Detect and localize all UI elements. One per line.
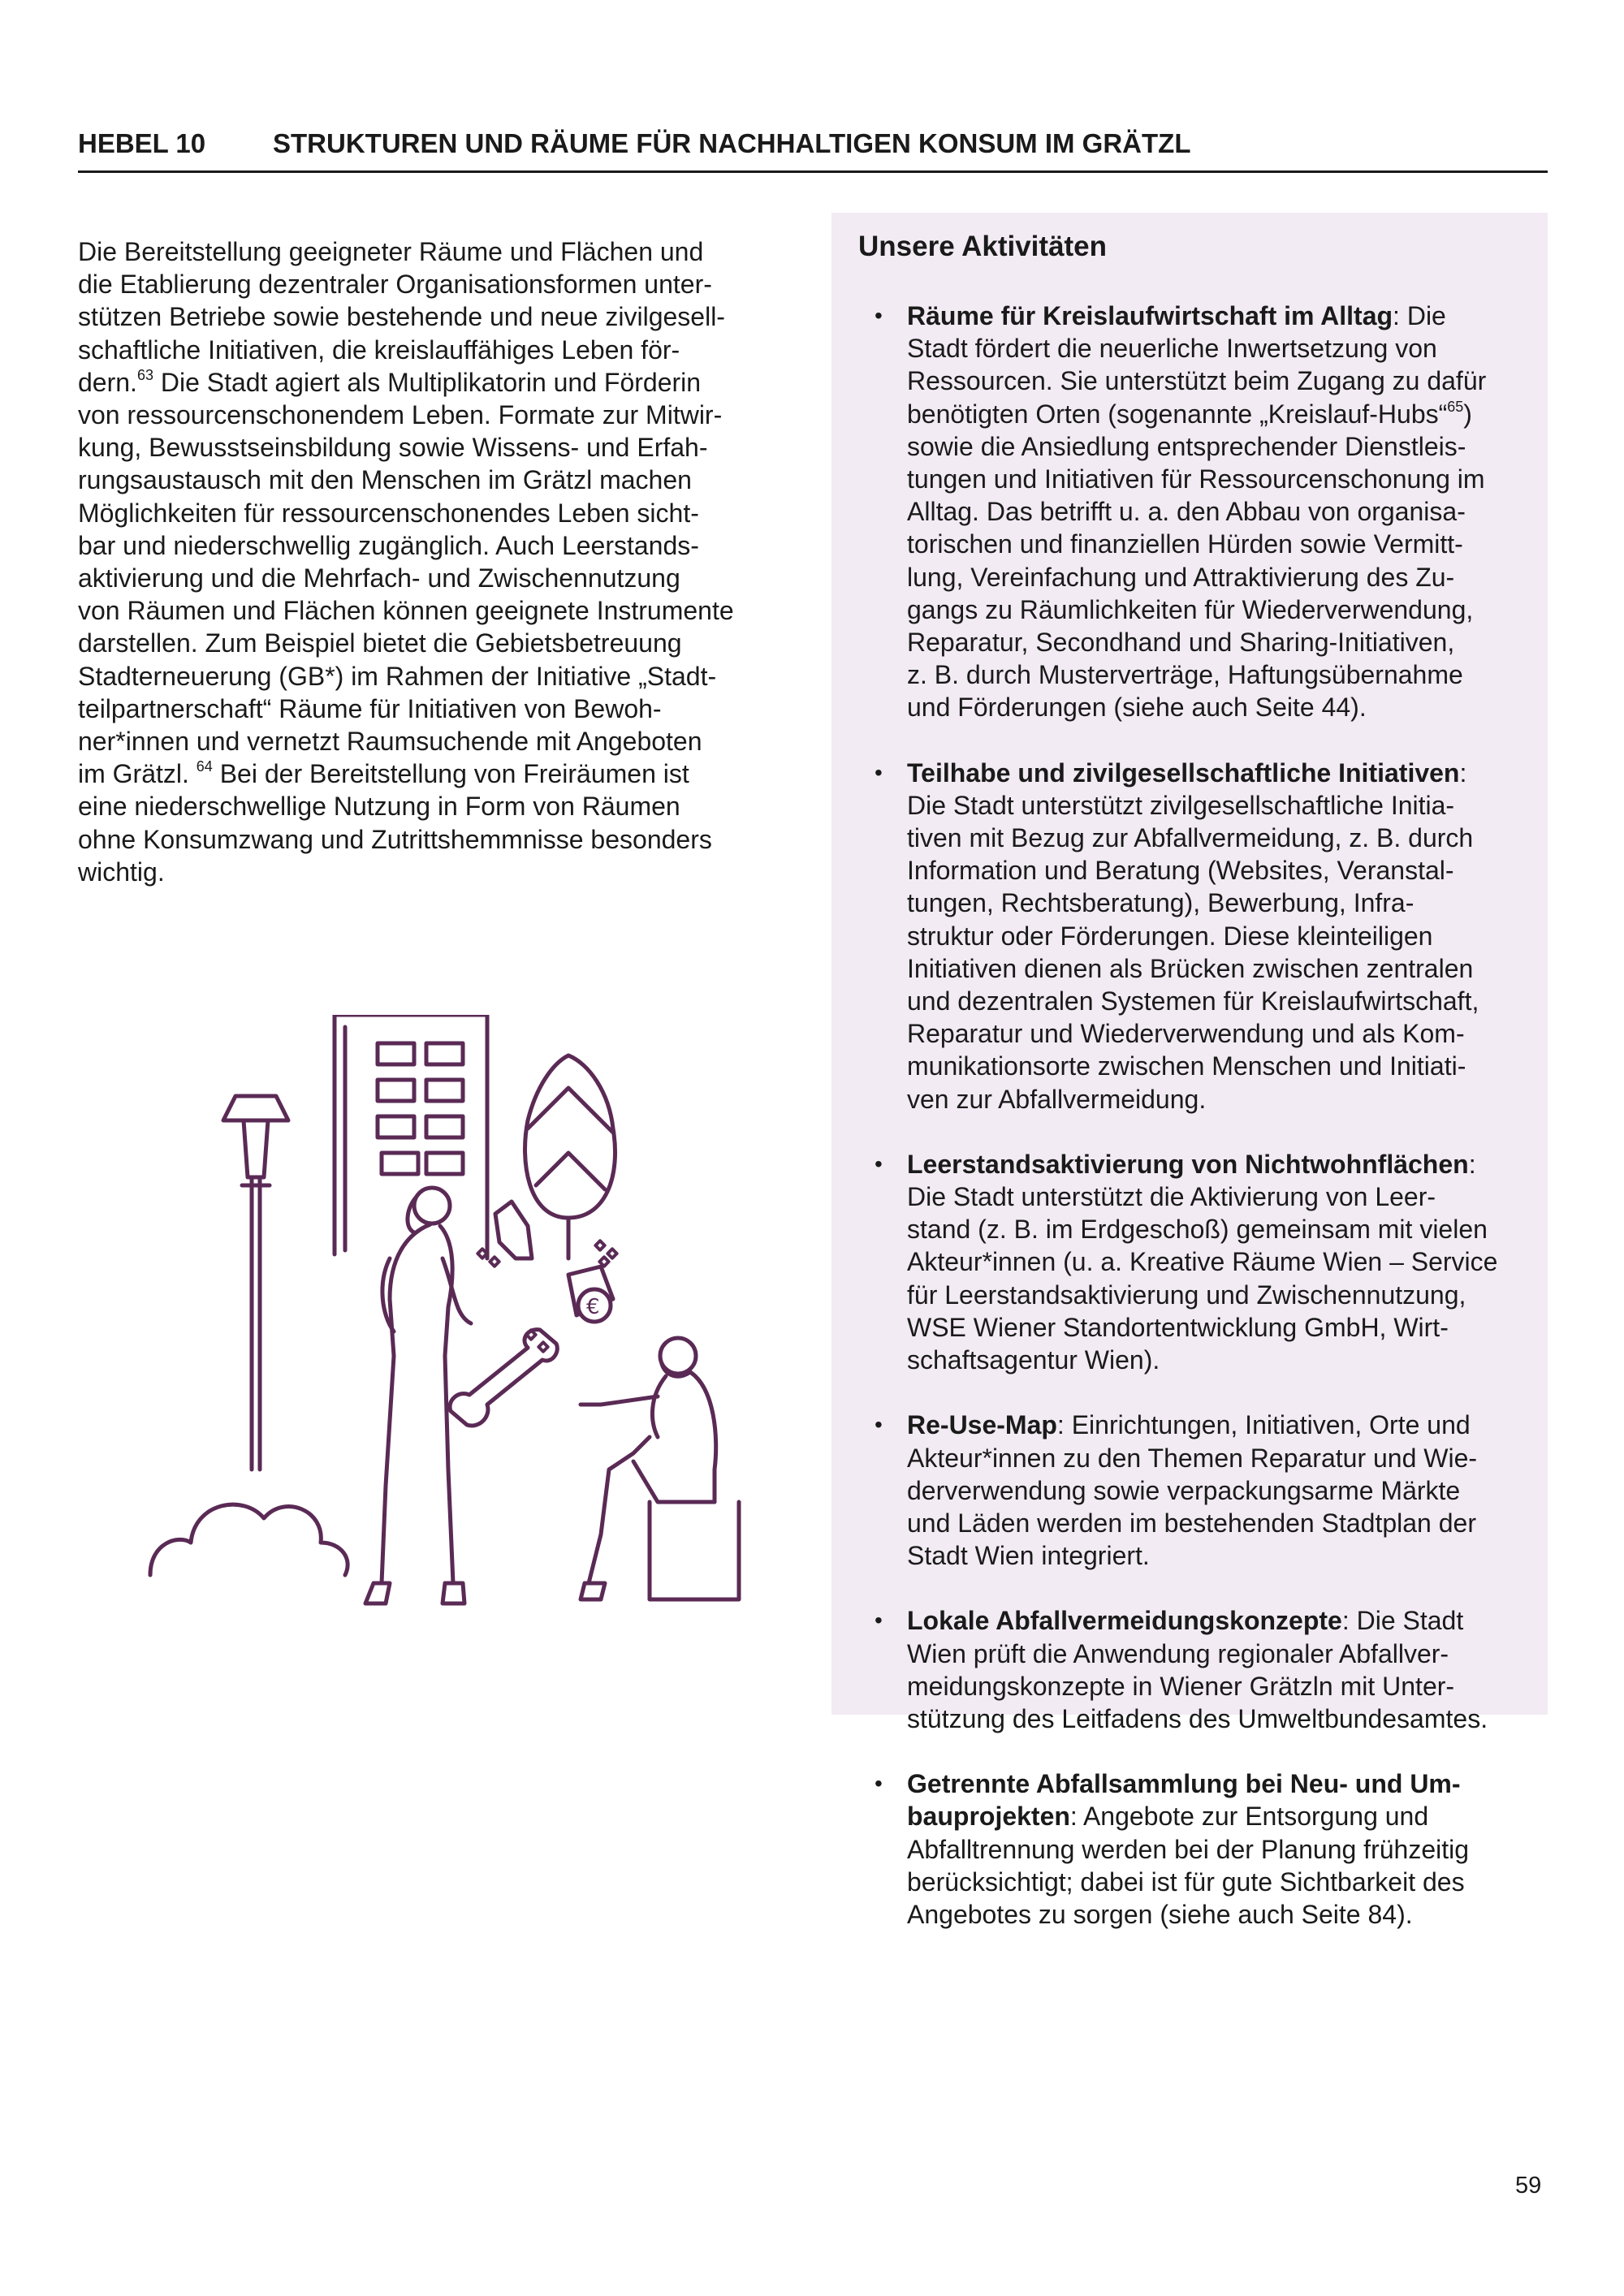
bullet-icon: • bbox=[875, 303, 883, 328]
text-line: Die Stadt unterstützt die Aktivierung von Leer- bbox=[907, 1182, 1436, 1212]
tree-icon bbox=[525, 1055, 615, 1258]
text-line: für Leerstandsaktivierung und Zwischennutzung, bbox=[907, 1280, 1466, 1310]
text-line: schaftsagentur Wien). bbox=[907, 1345, 1160, 1375]
text-line bbox=[907, 1148, 1540, 1180]
section-title: STRUKTUREN UND RÄUME FÜR NACHHALTIGEN KONSUM IM GRÄTZL bbox=[273, 128, 1191, 158]
text-line: meidungskonzepte in Wiener Grätzln mit Unter- bbox=[907, 1671, 1455, 1701]
bullet-icon: • bbox=[875, 1771, 883, 1797]
text-fragment: : bbox=[1468, 1149, 1476, 1179]
list-item bbox=[858, 1604, 1540, 1735]
page-header bbox=[78, 120, 1548, 173]
text-line: derverwendung sowie verpackungsarme Märkte bbox=[907, 1475, 1461, 1505]
item-title: Lokale Abfallvermeidungskonzepte bbox=[907, 1606, 1342, 1636]
activities-heading: Unsere Aktivitäten bbox=[858, 231, 1108, 262]
text-line: Reparatur, Secondhand und Sharing-Initiativen, bbox=[907, 628, 1455, 658]
bush-icon bbox=[150, 1504, 348, 1575]
text-line: und Läden werden im bestehenden Stadtplan der bbox=[907, 1508, 1476, 1538]
text-line: Stadterneuerung (GB*) im Rahmen der Initiative „Stadt- bbox=[78, 661, 717, 691]
item-title: Teilhabe und zivilgesellschaftliche Initiativen bbox=[907, 757, 1460, 788]
text-line: Ressourcen. Sie unterstützt beim Zugang zu dafür bbox=[907, 366, 1487, 396]
text-line: ohne Konsumzwang und Zutrittshemmnisse besonders bbox=[78, 824, 712, 854]
text-line: teilpartnerschaft“ Räume für Initiativen von Bewoh- bbox=[78, 693, 662, 723]
text-line: bar und niederschwellig zugänglich. Auch Leerstands- bbox=[78, 530, 699, 560]
text-fragment: im Grätzl. bbox=[78, 759, 197, 789]
street-lamp-icon bbox=[223, 1096, 288, 1470]
text-line: Reparatur und Wiederverwendung und als Kom- bbox=[907, 1019, 1465, 1049]
sitting-person-icon bbox=[581, 1338, 739, 1599]
text-line: eine niederschwellige Nutzung in Form von Räumen bbox=[78, 792, 680, 822]
text-fragment: : Einrichtungen, Initiativen, Orte und bbox=[1056, 1410, 1471, 1440]
text-line: wichtig. bbox=[78, 857, 165, 887]
page-number: 59 bbox=[1515, 2173, 1542, 2199]
community-illustration bbox=[146, 1015, 747, 1640]
text-line: z. B. durch Musterverträge, Haftungsübernahme bbox=[907, 660, 1463, 690]
text-line: aktivierung und die Mehrfach- und Zwischennutzung bbox=[78, 563, 680, 593]
text-line: rungsaustausch mit den Menschen im Grätzl machen bbox=[78, 465, 692, 495]
footnote-ref-63: 63 bbox=[136, 366, 153, 383]
text-line bbox=[907, 398, 1540, 430]
text-fragment: : Die bbox=[1393, 301, 1446, 330]
text-line: tiven mit Bezug zur Abfallvermeidung, z. B. durch bbox=[907, 823, 1474, 853]
text-line: Wien prüft die Anwendung regionaler Abfallver- bbox=[907, 1638, 1449, 1668]
list-item bbox=[858, 1767, 1540, 1931]
activities-list bbox=[858, 300, 1540, 1963]
bullet-icon: • bbox=[875, 1150, 883, 1176]
text-line: stützung des Leitfadens des Umweltbundesamtes. bbox=[907, 1703, 1488, 1733]
text-line: munikationsorte zwischen Menschen und Initiati- bbox=[907, 1051, 1466, 1081]
text-line bbox=[907, 1604, 1540, 1637]
text-line bbox=[907, 757, 1540, 789]
text-line: tungen, Rechtsberatung), Bewerbung, Infra- bbox=[907, 888, 1415, 918]
text-fragment: : bbox=[1459, 757, 1467, 788]
bullet-icon: • bbox=[875, 759, 883, 785]
text-line: Abfalltrennung werden bei der Planung frühzeitig bbox=[907, 1834, 1470, 1864]
text-line bbox=[78, 757, 801, 790]
text-line: Stadt fördert die neuerliche Inwertsetzung von bbox=[907, 334, 1437, 364]
text-line: Information und Beratung (Websites, Veranstal- bbox=[907, 856, 1454, 886]
text-line: gangs zu Räumlichkeiten für Wiederverwendung, bbox=[907, 594, 1474, 624]
text-line: kung, Bewusstseinsbildung sowie Wissens- und Erfah- bbox=[78, 433, 708, 463]
intro-paragraph bbox=[78, 235, 801, 888]
text-line: stützen Betriebe sowie bestehende und neue zivilgesell- bbox=[78, 302, 725, 332]
text-fragment: : Angebote zur Entsorgung und bbox=[1069, 1802, 1429, 1832]
footnote-ref-64: 64 bbox=[196, 758, 213, 775]
text-line: torischen und finanziellen Hürden sowie Vermitt- bbox=[907, 529, 1463, 559]
euro-symbol: € bbox=[586, 1295, 600, 1319]
text-line: ner*innen und vernetzt Raumsuchende mit Angeboten bbox=[78, 727, 702, 757]
list-item bbox=[858, 1148, 1540, 1376]
text-line: tungen und Initiativen für Ressourcenschonung im bbox=[907, 464, 1485, 494]
text-line: schaftliche Initiativen, die kreislauffähiges Leben för- bbox=[78, 334, 680, 365]
list-item bbox=[858, 1409, 1540, 1572]
text-line: darstellen. Zum Beispiel bietet die Gebietsbetreuung bbox=[78, 628, 682, 658]
text-fragment: Bei der Bereitstellung von Freiräumen ist bbox=[212, 759, 689, 789]
item-title: Leerstandsaktivierung von Nichtwohnflächen bbox=[907, 1149, 1469, 1179]
text-line bbox=[907, 1800, 1540, 1832]
text-line: Initiativen dienen als Brücken zwischen zentralen bbox=[907, 953, 1474, 983]
bullet-icon: • bbox=[875, 1608, 883, 1634]
text-line bbox=[907, 1409, 1540, 1441]
text-line: Die Bereitstellung geeigneter Räume und Flächen und bbox=[78, 237, 704, 266]
bullet-icon: • bbox=[875, 1412, 883, 1438]
text-line bbox=[78, 366, 801, 399]
text-line bbox=[907, 300, 1540, 332]
text-line: Stadt Wien integriert. bbox=[907, 1541, 1150, 1571]
text-line: WSE Wiener Standortentwicklung GmbH, Wirt- bbox=[907, 1312, 1449, 1342]
text-line: von Räumen und Flächen können geeignete Instrumente bbox=[78, 596, 734, 626]
text-line: lung, Vereinfachung und Attraktivierung des Zu- bbox=[907, 562, 1455, 592]
text-fragment: : Die Stadt bbox=[1341, 1606, 1464, 1636]
text-line: sowie die Ansiedlung entsprechender Dienstleis- bbox=[907, 431, 1466, 461]
text-fragment: dern. bbox=[78, 367, 137, 397]
text-line: ven zur Abfallvermeidung. bbox=[907, 1084, 1207, 1114]
footnote-ref-65: 65 bbox=[1447, 398, 1464, 415]
shoe-icon bbox=[495, 1202, 532, 1258]
item-title: bauprojekten bbox=[907, 1802, 1070, 1832]
list-item bbox=[858, 300, 1540, 724]
text-fragment: Die Stadt agiert als Multiplikatorin und Förderin bbox=[153, 367, 702, 397]
text-line: Möglichkeiten für ressourcenschonendes Leben sicht- bbox=[78, 498, 699, 528]
text-line: struktur oder Förderungen. Diese kleinteiligen bbox=[907, 921, 1433, 951]
item-title: Getrennte Abfallsammlung bei Neu- und Um- bbox=[907, 1769, 1461, 1799]
text-line: Akteur*innen (u. a. Kreative Räume Wien – Service bbox=[907, 1247, 1498, 1277]
text-line bbox=[907, 1767, 1540, 1800]
text-line: und dezentralen Systemen für Kreislaufwirtschaft, bbox=[907, 986, 1479, 1016]
money-icon bbox=[568, 1267, 613, 1322]
text-line: von ressourcenschonendem Leben. Formate zur Mitwir- bbox=[78, 400, 723, 430]
activities-box bbox=[831, 213, 1548, 1929]
text-line: Alltag. Das betrifft u. a. den Abbau von organisa- bbox=[907, 497, 1466, 527]
section-label: HEBEL 10 bbox=[78, 128, 206, 158]
text-line: und Förderungen (siehe auch Seite 44). bbox=[907, 693, 1367, 723]
text-fragment: ) bbox=[1463, 399, 1472, 429]
text-line: stand (z. B. im Erdgeschoß) gemeinsam mit vielen bbox=[907, 1215, 1488, 1245]
text-line: die Etablierung dezentraler Organisationsformen unter- bbox=[78, 270, 712, 300]
list-item bbox=[858, 757, 1540, 1116]
item-title: Räume für Kreislaufwirtschaft im Alltag bbox=[907, 301, 1393, 330]
item-title: Re-Use-Map bbox=[907, 1410, 1057, 1440]
text-line: berücksichtigt; dabei ist für gute Sichtbarkeit des bbox=[907, 1867, 1465, 1897]
text-line: Angebotes zu sorgen (siehe auch Seite 84). bbox=[907, 1899, 1413, 1929]
text-line: Akteur*innen zu den Themen Reparatur und Wie- bbox=[907, 1443, 1478, 1473]
building-icon bbox=[335, 1015, 487, 1258]
text-fragment: benötigten Orten (sogenannte „Kreislauf-Hubs“ bbox=[907, 399, 1448, 429]
text-line: Die Stadt unterstützt zivilgesellschaftliche Initia- bbox=[907, 790, 1455, 820]
